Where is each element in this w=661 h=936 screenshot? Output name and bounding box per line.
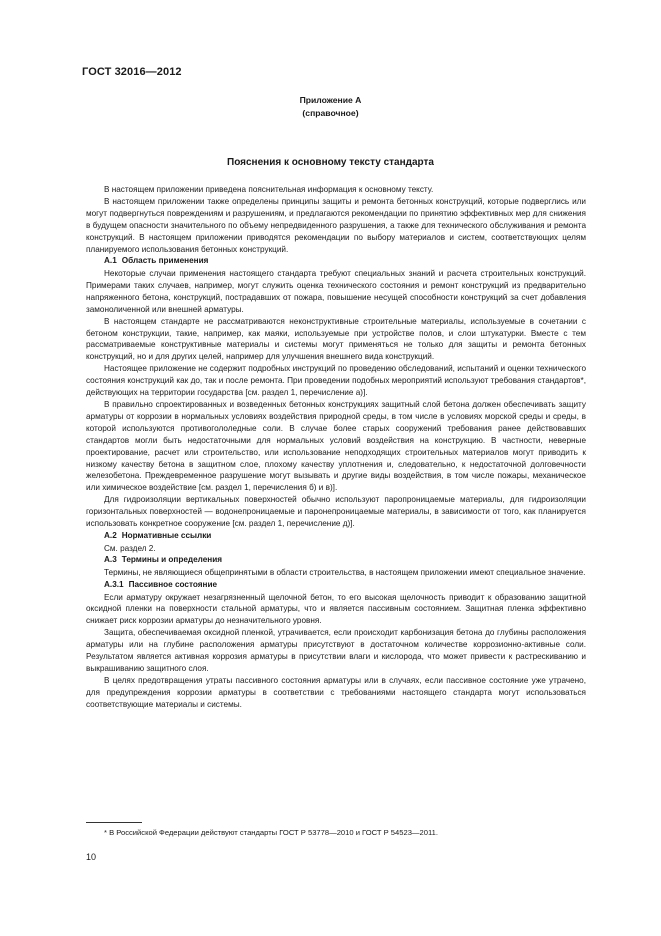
paragraph: В настоящем приложении также определены принципы защиты и ремонта бетонных конструкций, которые подверглись или могут подвергнуться повреждениям и разрушениям, и предлагаются рекомендации по принятию эффективных мер для снижения в будущем опасности значительного по объему непредвиденного разрушения, а также для технического обслуживания и ремонта конструкций. В настоящем приложении приводятся рекомендации по выбору материалов и систем, соответствующих целям планируемого использования бетонных конструкций. [86,196,586,254]
section-title: Термины и определения [121,555,223,565]
paragraph: См. раздел 2. [104,543,156,553]
document-header: ГОСТ 32016—2012 [82,66,182,78]
paragraph: В правильно спроектированных и возведенных бетонных конструкциях защитный слой бетона должен обеспечивать защиту арматуры от коррозии в нормальных условиях воздействия природной среды, в том числе в условиях морской среды и среды, в которой используются противогололедные соли. В случае более старых сооружений требования ранее действовавших стандартов могли быть недостаточными для нормальных условий воздействия на конструкцию. В частности, неверные проектирование, расчет или строительство, или использование неподходящих строительных материалов могут приводить к низкому качеству бетона в защитном слое, плохому качеству уплотнения и, следовательно, к недостаточной долговечности железобетона. Преждевременное разрушение могут вызывать и другие виды воздействия, в том числе пожары, механическое или химическое воздействие [см. раздел 1, перечисления б) и в)]. [86,400,586,493]
appendix-label: Приложение А [299,95,362,105]
appendix-type: (справочное) [302,108,359,118]
paragraph: В настоящем стандарте не рассматриваются неконструктивные строительные материалы, используемые в сочетании с бетоном конструкции, такие, например, как маяки, используемые при устройстве полов, и слои штукатурки. Вместе с тем рассматриваемые конструктивные материалы и системы могут применяться не только для защиты и ремонта бетонных конструкций, но и для других целей, например для улучшения внешнего вида конструкций. [86,316,586,362]
page-title: Пояснения к основному тексту стандарта [227,157,434,168]
paragraph: В настоящем приложении приведена пояснительная информация к основному тексту. [104,185,434,194]
paragraph: Защита, обеспечиваемая оксидной пленкой, утрачивается, если происходит карбонизация бетона до глубины расположения арматуры или на глубине расположения арматуры присутствуют в достаточном количестве коррозионно-активные соли. Результатом является активная коррозия арматуры в присутствии влаги и кислорода, что может привести к растрескиванию и выкрашиванию защитного слоя. [86,628,586,673]
section-number: А.1 [104,256,117,266]
paragraph: Если арматуру окружает незагрязненный щелочной бетон, то его высокая щелочность приводит к образованию защитной оксидной пленки на поверхности стальной арматуры, что и является пассивным состоянием. Защитная пленка эффективно снижает риск коррозии арматуры до незначительного уровня. [86,592,586,626]
paragraph: Термины, не являющиеся общепринятыми в области строительства, в настоящем приложении имеют специальное значение. [104,568,586,578]
document-body [86,184,586,711]
section-number: А.2 [104,530,117,540]
section-title: Пассивное состояние [128,579,218,589]
section-heading-a2 [86,530,586,543]
section-title: Нормативные ссылки [121,530,212,540]
section-heading-a3 [86,554,586,567]
section-title: Область применения [121,256,209,266]
paragraph: Некоторые случаи применения настоящего стандарта требуют специальных знаний и расчета строительных конструкций. Примерами таких случаев, например, могут служить оценка технического состояния и ремонт конструкций из предварительно напряженного бетона, конструкций, пострадавших от пожара, повышение несущей способности конструкций за счет добавления замоноличенной или внешней арматуры. [86,269,586,314]
footnote: * В Российской Федерации действуют стандарты ГОСТ Р 53778—2010 и ГОСТ Р 54523—2011. [104,828,438,837]
paragraph: В целях предотвращения утраты пассивного состояния арматуры или в случаях, если пассивное состояние уже утрачено, для предупреждения коррозии арматуры в соответствии с требованиями настоящего стандарта могут использоваться соответствующие материалы и системы. [86,675,586,709]
paragraph: Для гидроизоляции вертикальных поверхностей обычно используют паропроницаемые материалы, для гидроизоляции горизонтальных поверхностей — водонепроницаемые и паронепроницаемые материалы, в зависимости от того, как планируется использовать конкретное сооружение [см. раздел 1, перечисление д)]. [86,495,586,529]
page-number: 10 [86,852,97,862]
section-heading-a1 [86,255,586,268]
section-number: А.3 [104,555,117,565]
section-number: А.3.1 [104,579,124,589]
paragraph: Настоящее приложение не содержит подробных инструкций по проведению обследований, испытаний и оценки технического состояния конструкций как до, так и после ремонта. При проведении подобных мероприятий используют требования стандартов*, действующих на территории государства [см. раздел 1, перечисление а)]. [86,364,586,398]
footnote-divider [86,822,142,823]
appendix-heading [0,94,661,120]
section-heading-a31 [86,579,586,592]
